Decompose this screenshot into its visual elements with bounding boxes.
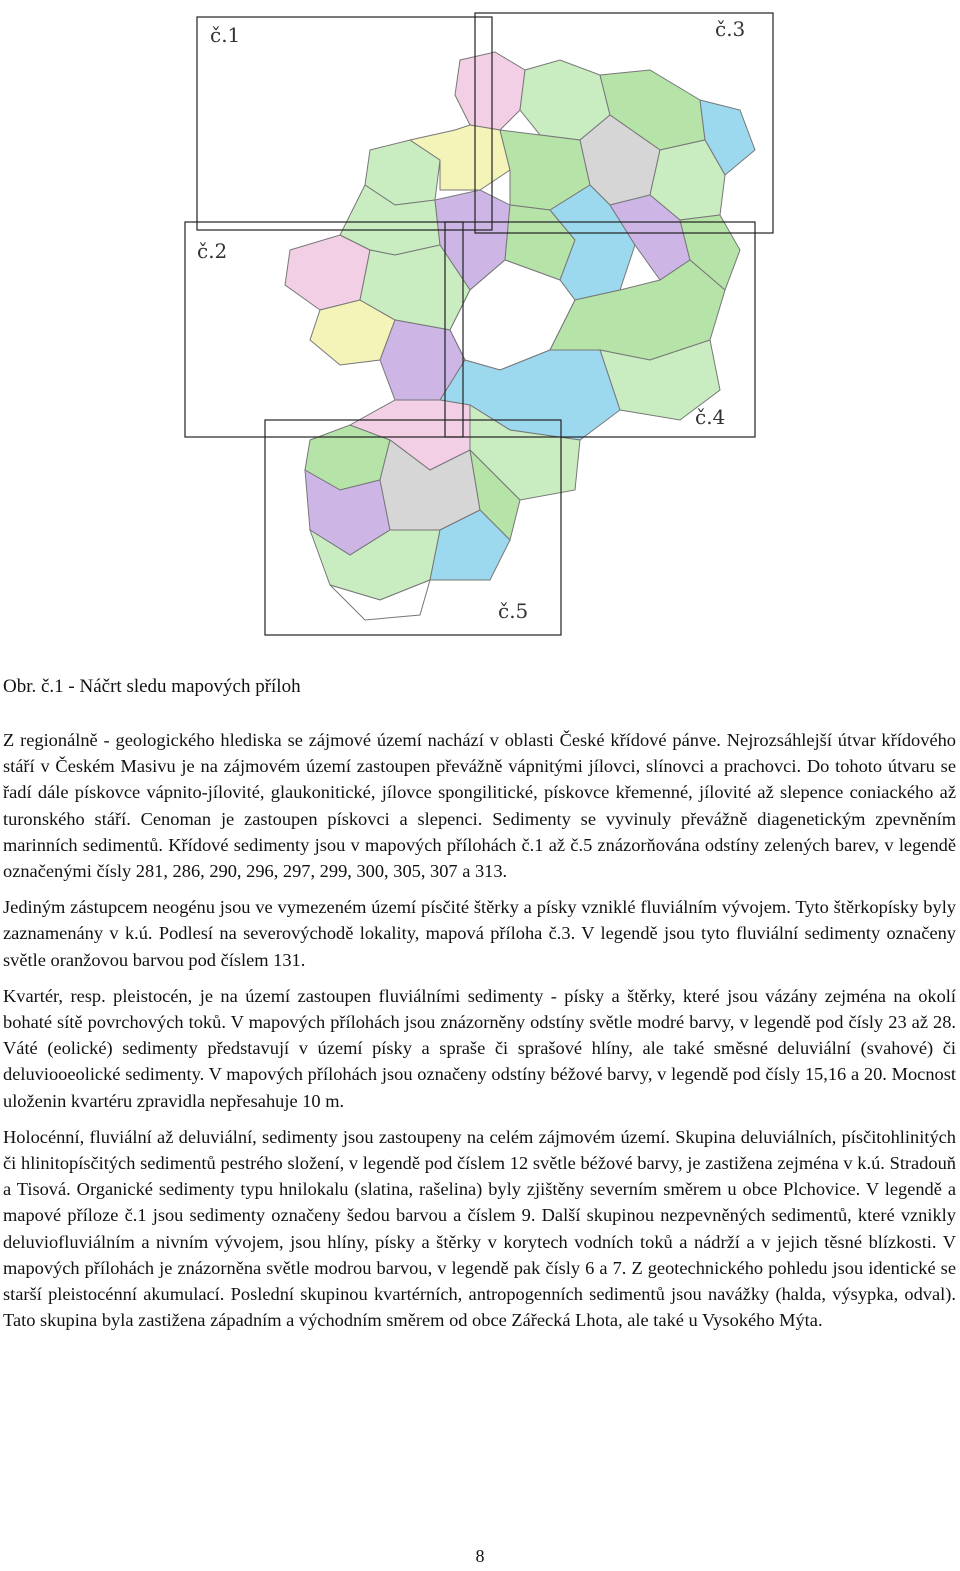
map-region bbox=[455, 52, 525, 130]
paragraph: Jediným zástupcem neogénu jsou ve vymezeném území písčité štěrky a písky vzniklé fluviálním vývojem. Tyto štěrkopísky byly zaznamenány v k.ú. Podlesí na severovýchodě lokality, mapová příloha č.3. V legendě jsou tyto fluviální sedimenty označeny světle oranžovou barvou pod číslem 131. bbox=[3, 897, 956, 970]
map-region bbox=[285, 235, 370, 310]
map-frame-label: č.4 bbox=[695, 405, 726, 429]
body-text bbox=[3, 727, 956, 1343]
map-frame-label: č.2 bbox=[197, 239, 228, 263]
paragraph: Z regionálně - geologického hlediska se zájmové území nachází v oblasti České křídové pánve. Nejrozsáhlejší útvar křídového stáří v Českém Masivu je na zájmovém území zastoupen převážně vápnitými jílovci, slínovci a prachovci. Do tohoto útvaru se řadí dále pískovce vápnito-jílovité, glaukonitické, jílovce spongilitické, pískovce křemenné, jílovité až slepence coniackého až turonského stáří. Cenoman je zastoupen pískovci a slepenci. Sedimenty se vyvinuly převážně diagenetickým zpevněním marinních sedimentů. Křídové sedimenty jsou v mapových přílohách č.1 až č.5 znázorňována odstíny zelených barev, v legendě označenými čísly 281, 286, 290, 296, 297, 299, 300, 305, 307 a 313. bbox=[3, 730, 956, 882]
map-frame-label: č.1 bbox=[210, 23, 241, 47]
map-frame-label: č.5 bbox=[498, 599, 529, 623]
map-sketch bbox=[180, 0, 780, 650]
paragraph: Kvartér, resp. pleistocén, je na území zastoupen fluviálními sedimenty - písky a štěrky, které jsou vázány zejména na okolí bohaté sítě povrchových toků. V mapových přílohách jsou znázorněny odstíny světle modré barvy, v legendě pod čísly 23 až 28. Váté (eolické) sedimenty představují v území písky a spraše či sprašové hlíny, ale také směsné deluviální (svahové) či deluviooeolické sedimenty. V mapových přílohách jsou označeny odstíny béžové barvy, v legendě pod čísly 15,16 a 20. Mocnost uloženin kvartéru zpravidla nepřesahuje 10 m. bbox=[3, 985, 956, 1111]
figure-caption: Obr. č.1 - Náčrt sledu mapových příloh bbox=[3, 676, 301, 697]
paragraph: Holocénní, fluviální až deluviální, sedimenty jsou zastoupeny na celém zájmovém území. Skupina deluviálních, písčitohlinitých či hlinitopísčitých sedimentů pestrého složení, v legendě pod číslem 12 světle béžové barvy, je zastižena zejména v k.ú. Stradouň a Tisová. Organické sedimenty typu hnilokalu (slatina, rašelina) byly zjištěny severním směrem u obce Plchovice. V legendě a mapové příloze č.1 jsou sedimenty označeny šedou barvou a číslem 9. Další skupinou nezpevněných sedimentů, které vznikly deluviofluviálním a nivním vývojem, jsou hlíny, písky a štěrky v korytech vodních toků a nádrží a v jejich těsné blízkosti. V mapových přílohách je znázorněna světle modrou barvou, v legendě pak čísly 6 a 7. Z geotechnického pohledu jsou identické se starší pleistocénní akumulací. Poslední skupinou kvartérních, antropogenních sedimentů jsou navážky (halda, výsypka, odval). Tato skupina byla zastižena západním a východním směrem od obce Zářecká Lhota, ale také u Vysokého Mýta. bbox=[3, 1126, 956, 1331]
page-number: 8 bbox=[475, 1546, 485, 1566]
map-figure bbox=[180, 0, 780, 650]
map-frame-label: č.3 bbox=[715, 17, 746, 41]
